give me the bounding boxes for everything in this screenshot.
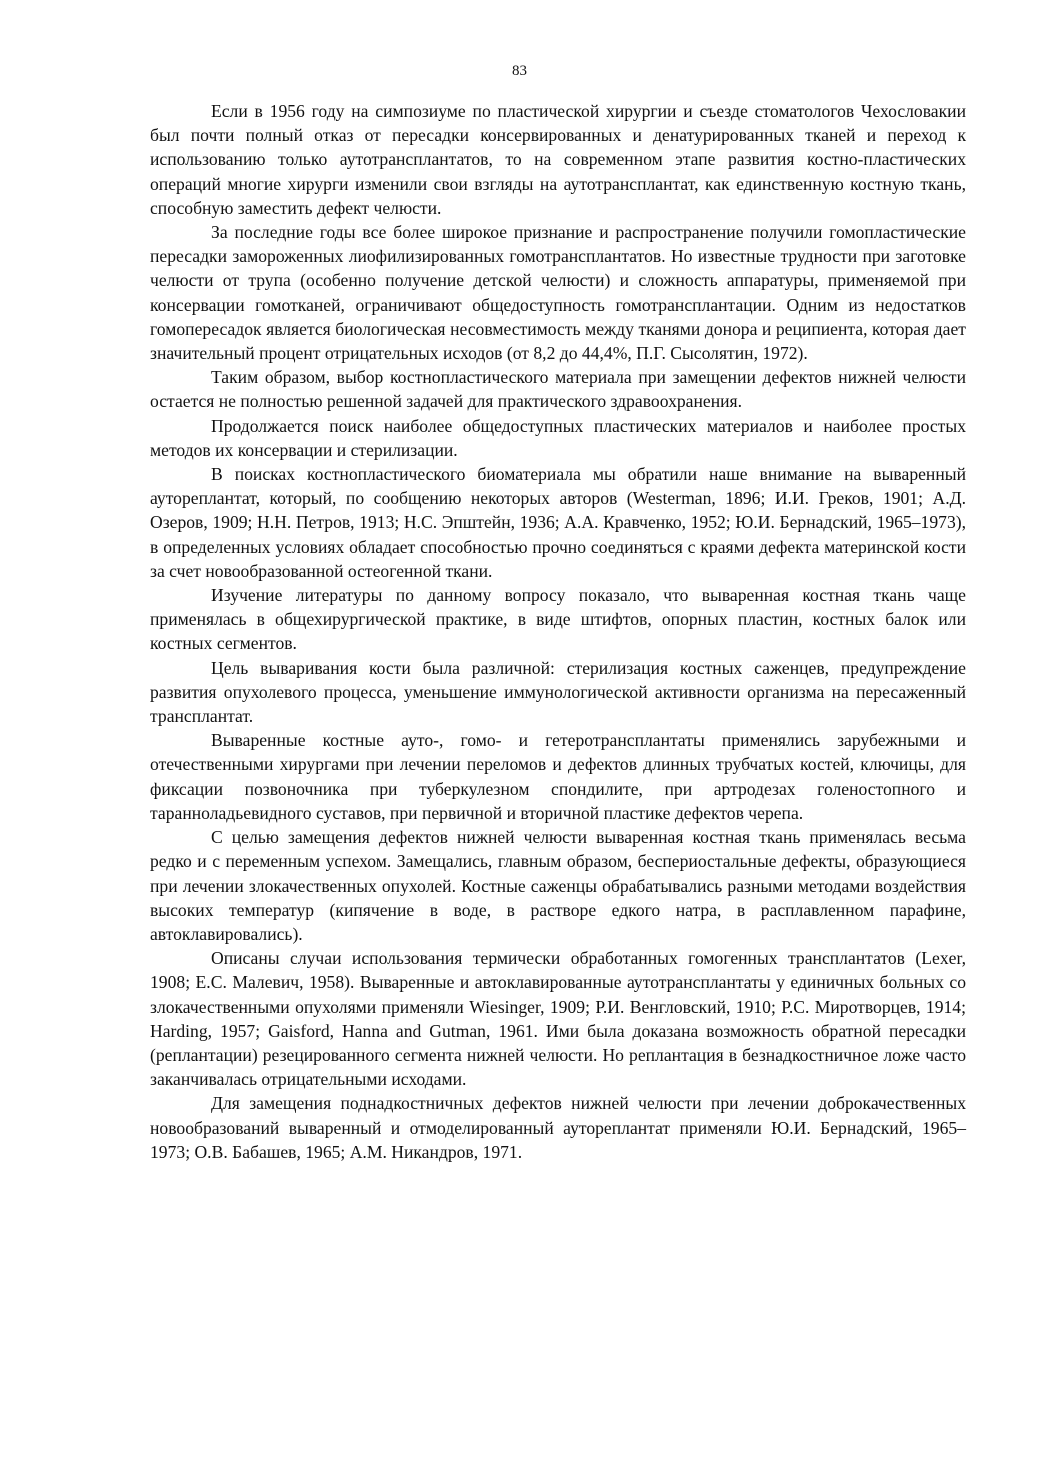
paragraph-4: Продолжается поиск наиболее общедоступных пластических материалов и наиболее простых методов их консервации и стерилизации. [150,415,966,460]
paragraph-9: С целью замещения дефектов нижней челюсти вываренная костная ткань применялась весьма редко и с переменным успехом. Замещались, главным образом, беспериостальные дефекты, образующиеся при лечении злокачественных опухолей. Костные саженцы обрабатывались разными методами воздействия высоких температур (кипячение в воде, в растворе едкого натра, в расплавленном парафине, автоклавировались). [150,827,966,944]
paragraph-11: Для замещения поднадкостничных дефектов нижней челюсти при лечении доброкачественных новообразований вываренный и отмоделированный аутореплантат применяли Ю.И. Бернадский, 1965–1973; О.В. Бабашев, 1965; А.М. Никандров, 1971. [150,1093,966,1162]
page-number: 83 [512,63,527,79]
paragraph-2: За последние годы все более широкое признание и распространение получили гомопластические пересадки замороженных лиофилизированных гомотрансплантатов. Но известные трудности при заготовке челюсти от трупа (особенно получение детской челюсти) и сложность аппаратуры, применяемой при консервации гомотканей, ограничивают общедоступность гомотрансплантации. Одним из недостатков гомопересадок является биологическая несовместимость между тканями донора и реципиента, которая дает значительный процент отрицательных исходов (от 8,2 до 44,4%, П.Г. Сысолятин, 1972). [150,222,966,364]
paragraph-3: Таким образом, выбор костнопластического материала при замещении дефектов нижней челюсти остается не полностью решенной задачей для практического здравоохранения. [150,367,966,412]
text-body [150,99,966,1164]
paragraph-5: В поисках костнопластического биоматериала мы обратили наше внимание на вываренный аутореплантат, который, по сообщению некоторых авторов (Westerman, 1896; И.И. Греков, 1901; А.Д. Озеров, 1909; Н.Н. Петров, 1913; Н.С. Эпштейн, 1936; А.А. Кравченко, 1952; Ю.И. Бернадский, 1965–1973), в определенных условиях обладает способностью прочно соединяться с краями дефекта материнской кости за счет новообразованной остеогенной ткани. [150,464,966,581]
paragraph-6: Изучение литературы по данному вопросу показало, что вываренная костная ткань чаще применялась в общехирургической практике, в виде штифтов, опорных пластин, костных балок или костных сегментов. [150,585,966,654]
paragraph-8: Вываренные костные ауто-, гомо- и гетеротрансплантаты применялись зарубежными и отечественными хирургами при лечении переломов и дефектов длинных трубчатых костей, ключицы, для фиксации позвоночника при туберкулезном спондилите, при артродезах голеностопного и таранноладьевидного суставов, при первичной и вторичной пластике дефектов черепа. [150,730,966,823]
paragraph-10: Описаны случаи использования термически обработанных гомогенных трансплантатов (Lexer, 1908; Е.С. Малевич, 1958). Вываренные и автоклавированные аутотрансплантаты у единичных больных со злокачественными опухолями применяли Wiesinger, 1909; Р.И. Венгловский, 1910; Р.С. Миротворцев, 1914; Harding, 1957; Gaisford, Hanna and Gutman, 1961. Ими была доказана возможность обратной пересадки (реплантации) резецированного сегмента нижней челюсти. Но реплантация в безнадкостничное ложе часто заканчивалась отрицательными исходами. [150,948,966,1090]
paragraph-1: Если в 1956 году на симпозиуме по пластической хирургии и съезде стоматологов Чехословакии был почти полный отказ от пересадки консервированных и денатурированных тканей и переход к использованию только аутотрансплантатов, то на современном этапе развития костно-пластических операций многие хирурги изменили свои взгляды на аутотрансплантат, как единственную костную ткань, способную заместить дефект челюсти. [150,101,966,218]
paragraph-7: Цель вываривания кости была различной: стерилизация костных саженцев, предупреждение развития опухолевого процесса, уменьшение иммунологической активности организма на пересаженный трансплантат. [150,657,966,727]
